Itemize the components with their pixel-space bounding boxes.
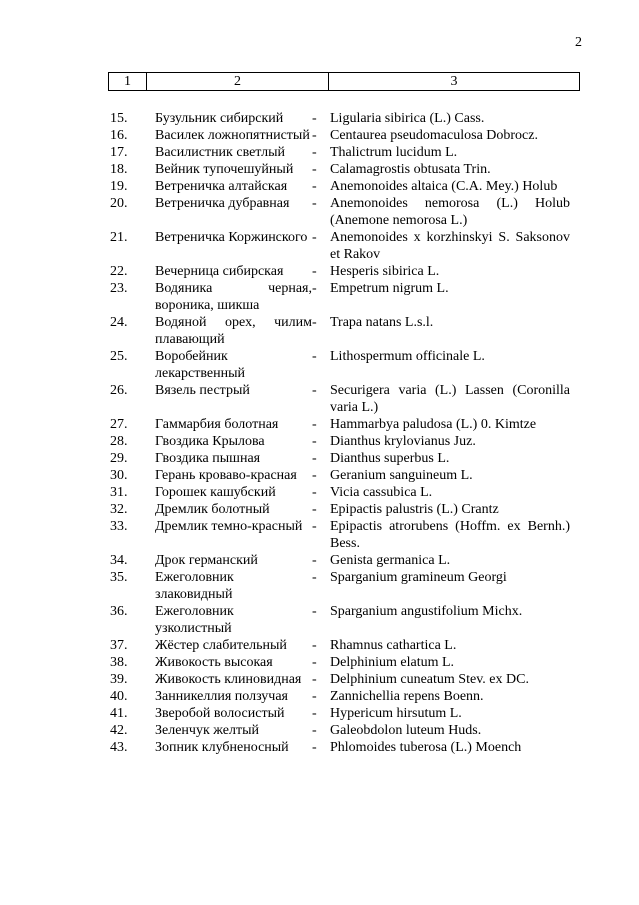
latin-name: Thalictrum lucidum L. bbox=[330, 145, 458, 160]
latin-name: Zannichellia repens Boenn. bbox=[330, 689, 484, 704]
dash-separator: - bbox=[312, 264, 317, 279]
latin-name: Delphinium cuneatum Stev. ex DC. bbox=[330, 672, 529, 687]
species-list bbox=[108, 110, 580, 756]
russian-name: Воробейник лекарственный bbox=[155, 349, 245, 381]
species-row bbox=[108, 484, 580, 501]
russian-name: Зверобой волосистый bbox=[155, 706, 285, 721]
row-number: 40. bbox=[110, 689, 128, 704]
row-number: 24. bbox=[110, 315, 128, 330]
dash-separator: - bbox=[312, 179, 317, 194]
russian-name: Зеленчук желтый bbox=[155, 723, 259, 738]
latin-name: Anemonoides x korzhinskyi S. Saksonov et Rakov bbox=[330, 230, 570, 262]
column-header-3: 3 bbox=[329, 73, 580, 91]
russian-name: Гаммарбия болотная bbox=[155, 417, 279, 432]
row-number: 43. bbox=[110, 740, 128, 755]
dash-separator: - bbox=[312, 740, 317, 755]
dash-separator: - bbox=[312, 281, 317, 296]
dash-separator: - bbox=[312, 519, 317, 534]
dash-separator: - bbox=[312, 604, 317, 619]
row-number: 22. bbox=[110, 264, 128, 279]
row-number: 37. bbox=[110, 638, 128, 653]
dash-separator: - bbox=[312, 417, 317, 432]
species-row bbox=[108, 688, 580, 705]
species-row bbox=[108, 450, 580, 467]
species-row bbox=[108, 161, 580, 178]
russian-name: Ветреничка алтайская bbox=[155, 179, 288, 194]
latin-name: Ligularia sibirica (L.) Cass. bbox=[330, 111, 485, 126]
russian-name: Вязель пестрый bbox=[155, 383, 250, 398]
dash-separator: - bbox=[312, 196, 317, 211]
dash-separator: - bbox=[312, 485, 317, 500]
species-row bbox=[108, 654, 580, 671]
latin-name: Geranium sanguineum L. bbox=[330, 468, 473, 483]
column-header-2: 2 bbox=[147, 73, 329, 91]
latin-name: Vicia cassubica L. bbox=[330, 485, 433, 500]
russian-name: Ежеголовник узколистный bbox=[155, 604, 234, 636]
dash-separator: - bbox=[312, 315, 317, 330]
dash-separator: - bbox=[312, 706, 317, 721]
russian-name: Гвоздика пышная bbox=[155, 451, 261, 466]
row-number: 15. bbox=[110, 111, 128, 126]
species-row bbox=[108, 671, 580, 688]
species-row bbox=[108, 722, 580, 739]
species-row bbox=[108, 518, 580, 552]
species-row bbox=[108, 739, 580, 756]
row-number: 19. bbox=[110, 179, 128, 194]
dash-separator: - bbox=[312, 434, 317, 449]
dash-separator: - bbox=[312, 655, 317, 670]
dash-separator: - bbox=[312, 638, 317, 653]
row-number: 27. bbox=[110, 417, 128, 432]
species-row bbox=[108, 382, 580, 416]
latin-name: Epipactis palustris (L.) Crantz bbox=[330, 502, 499, 517]
dash-separator: - bbox=[312, 383, 317, 398]
latin-name: Lithospermum officinale L. bbox=[330, 349, 485, 364]
species-row bbox=[108, 569, 580, 603]
latin-name: Empetrum nigrum L. bbox=[330, 281, 449, 296]
species-row bbox=[108, 144, 580, 161]
dash-separator: - bbox=[312, 230, 317, 245]
row-number: 23. bbox=[110, 281, 128, 296]
column-header-row bbox=[109, 73, 580, 91]
row-number: 42. bbox=[110, 723, 128, 738]
russian-name: Василистник светлый bbox=[155, 145, 285, 160]
row-number: 38. bbox=[110, 655, 128, 670]
latin-name: Centaurea pseudomaculosa Dobrocz. bbox=[330, 128, 538, 143]
latin-name: Anemonoides nemorosa (L.) Holub (Anemone nemorosa L.) bbox=[330, 196, 570, 228]
row-number: 33. bbox=[110, 519, 128, 534]
latin-name: Hypericum hirsutum L. bbox=[330, 706, 462, 721]
row-number: 29. bbox=[110, 451, 128, 466]
species-row bbox=[108, 603, 580, 637]
species-row bbox=[108, 314, 580, 348]
page-number: 2 bbox=[575, 35, 582, 50]
latin-name: Sparganium angustifolium Michx. bbox=[330, 604, 523, 619]
species-row bbox=[108, 552, 580, 569]
species-row bbox=[108, 195, 580, 229]
russian-name: Живокость клиновидная bbox=[155, 672, 302, 687]
latin-name: Genista germanica L. bbox=[330, 553, 451, 568]
latin-name: Sparganium gramineum Georgi bbox=[330, 570, 507, 585]
row-number: 17. bbox=[110, 145, 128, 160]
russian-name: Ветреничка Коржинского bbox=[155, 230, 308, 245]
row-number: 31. bbox=[110, 485, 128, 500]
row-number: 26. bbox=[110, 383, 128, 398]
row-number: 25. bbox=[110, 349, 128, 364]
dash-separator: - bbox=[312, 723, 317, 738]
species-row bbox=[108, 263, 580, 280]
species-row bbox=[108, 280, 580, 314]
dash-separator: - bbox=[312, 672, 317, 687]
latin-name: Epipactis atrorubens (Hoffm. ex Bernh.) Bess. bbox=[330, 519, 570, 551]
row-number: 32. bbox=[110, 502, 128, 517]
russian-name: Горошек кашубский bbox=[155, 485, 276, 500]
row-number: 21. bbox=[110, 230, 128, 245]
species-row bbox=[108, 110, 580, 127]
russian-name: Дрок германский bbox=[155, 553, 258, 568]
species-row bbox=[108, 127, 580, 144]
row-number: 30. bbox=[110, 468, 128, 483]
russian-name: Жёстер слабительный bbox=[155, 638, 287, 653]
latin-name: Dianthus superbus L. bbox=[330, 451, 450, 466]
latin-name: Rhamnus cathartica L. bbox=[330, 638, 457, 653]
latin-name: Galeobdolon luteum Huds. bbox=[330, 723, 482, 738]
latin-name: Hesperis sibirica L. bbox=[330, 264, 440, 279]
russian-name: Живокость высокая bbox=[155, 655, 273, 670]
species-row bbox=[108, 467, 580, 484]
russian-name: Дремлик болотный bbox=[155, 502, 270, 517]
row-number: 39. bbox=[110, 672, 128, 687]
russian-name: Ветреничка дубравная bbox=[155, 196, 290, 211]
species-row bbox=[108, 416, 580, 433]
latin-name: Hammarbya paludosa (L.) 0. Kimtze bbox=[330, 417, 537, 432]
dash-separator: - bbox=[312, 468, 317, 483]
species-row bbox=[108, 348, 580, 382]
dash-separator: - bbox=[312, 502, 317, 517]
column-header-1: 1 bbox=[109, 73, 147, 91]
latin-name: Phlomoides tuberosa (L.) Moench bbox=[330, 740, 522, 755]
russian-name: Вечерница сибирская bbox=[155, 264, 284, 279]
latin-name: Trapa natans L.s.l. bbox=[330, 315, 434, 330]
species-row bbox=[108, 178, 580, 195]
row-number: 18. bbox=[110, 162, 128, 177]
species-row bbox=[108, 433, 580, 450]
row-number: 34. bbox=[110, 553, 128, 568]
dash-separator: - bbox=[312, 145, 317, 160]
species-row bbox=[108, 637, 580, 654]
column-header-table bbox=[108, 72, 580, 91]
dash-separator: - bbox=[312, 349, 317, 364]
russian-name: Ежеголовник злаковидный bbox=[155, 570, 234, 602]
russian-name: Зопник клубненосный bbox=[155, 740, 289, 755]
russian-name: Занникеллия ползучая bbox=[155, 689, 288, 704]
species-row bbox=[108, 229, 580, 263]
russian-name: Герань кроваво-красная bbox=[155, 468, 297, 483]
dash-separator: - bbox=[312, 451, 317, 466]
russian-name: Водяной орех, чилим плавающий bbox=[155, 315, 312, 347]
row-number: 28. bbox=[110, 434, 128, 449]
dash-separator: - bbox=[312, 162, 317, 177]
latin-name: Securigera varia (L.) Lassen (Coronilla varia L.) bbox=[330, 383, 570, 415]
dash-separator: - bbox=[312, 128, 317, 143]
row-number: 36. bbox=[110, 604, 128, 619]
species-row bbox=[108, 501, 580, 518]
russian-name: Водяника черная, вороника, шикша bbox=[155, 281, 312, 313]
russian-name: Василек ложнопятнистый bbox=[155, 128, 310, 143]
latin-name: Anemonoides altaica (C.A. Mey.) Holub bbox=[330, 179, 558, 194]
latin-name: Dianthus krylovianus Juz. bbox=[330, 434, 476, 449]
russian-name: Бузульник сибирский bbox=[155, 111, 284, 126]
russian-name: Гвоздика Крылова bbox=[155, 434, 265, 449]
dash-separator: - bbox=[312, 553, 317, 568]
row-number: 41. bbox=[110, 706, 128, 721]
russian-name: Дремлик темно-красный bbox=[155, 519, 303, 534]
russian-name: Вейник тупочешуйный bbox=[155, 162, 294, 177]
row-number: 20. bbox=[110, 196, 128, 211]
dash-separator: - bbox=[312, 111, 317, 126]
dash-separator: - bbox=[312, 570, 317, 585]
latin-name: Calamagrostis obtusata Trin. bbox=[330, 162, 491, 177]
latin-name: Delphinium elatum L. bbox=[330, 655, 455, 670]
row-number: 16. bbox=[110, 128, 128, 143]
row-number: 35. bbox=[110, 570, 128, 585]
dash-separator: - bbox=[312, 689, 317, 704]
species-row bbox=[108, 705, 580, 722]
